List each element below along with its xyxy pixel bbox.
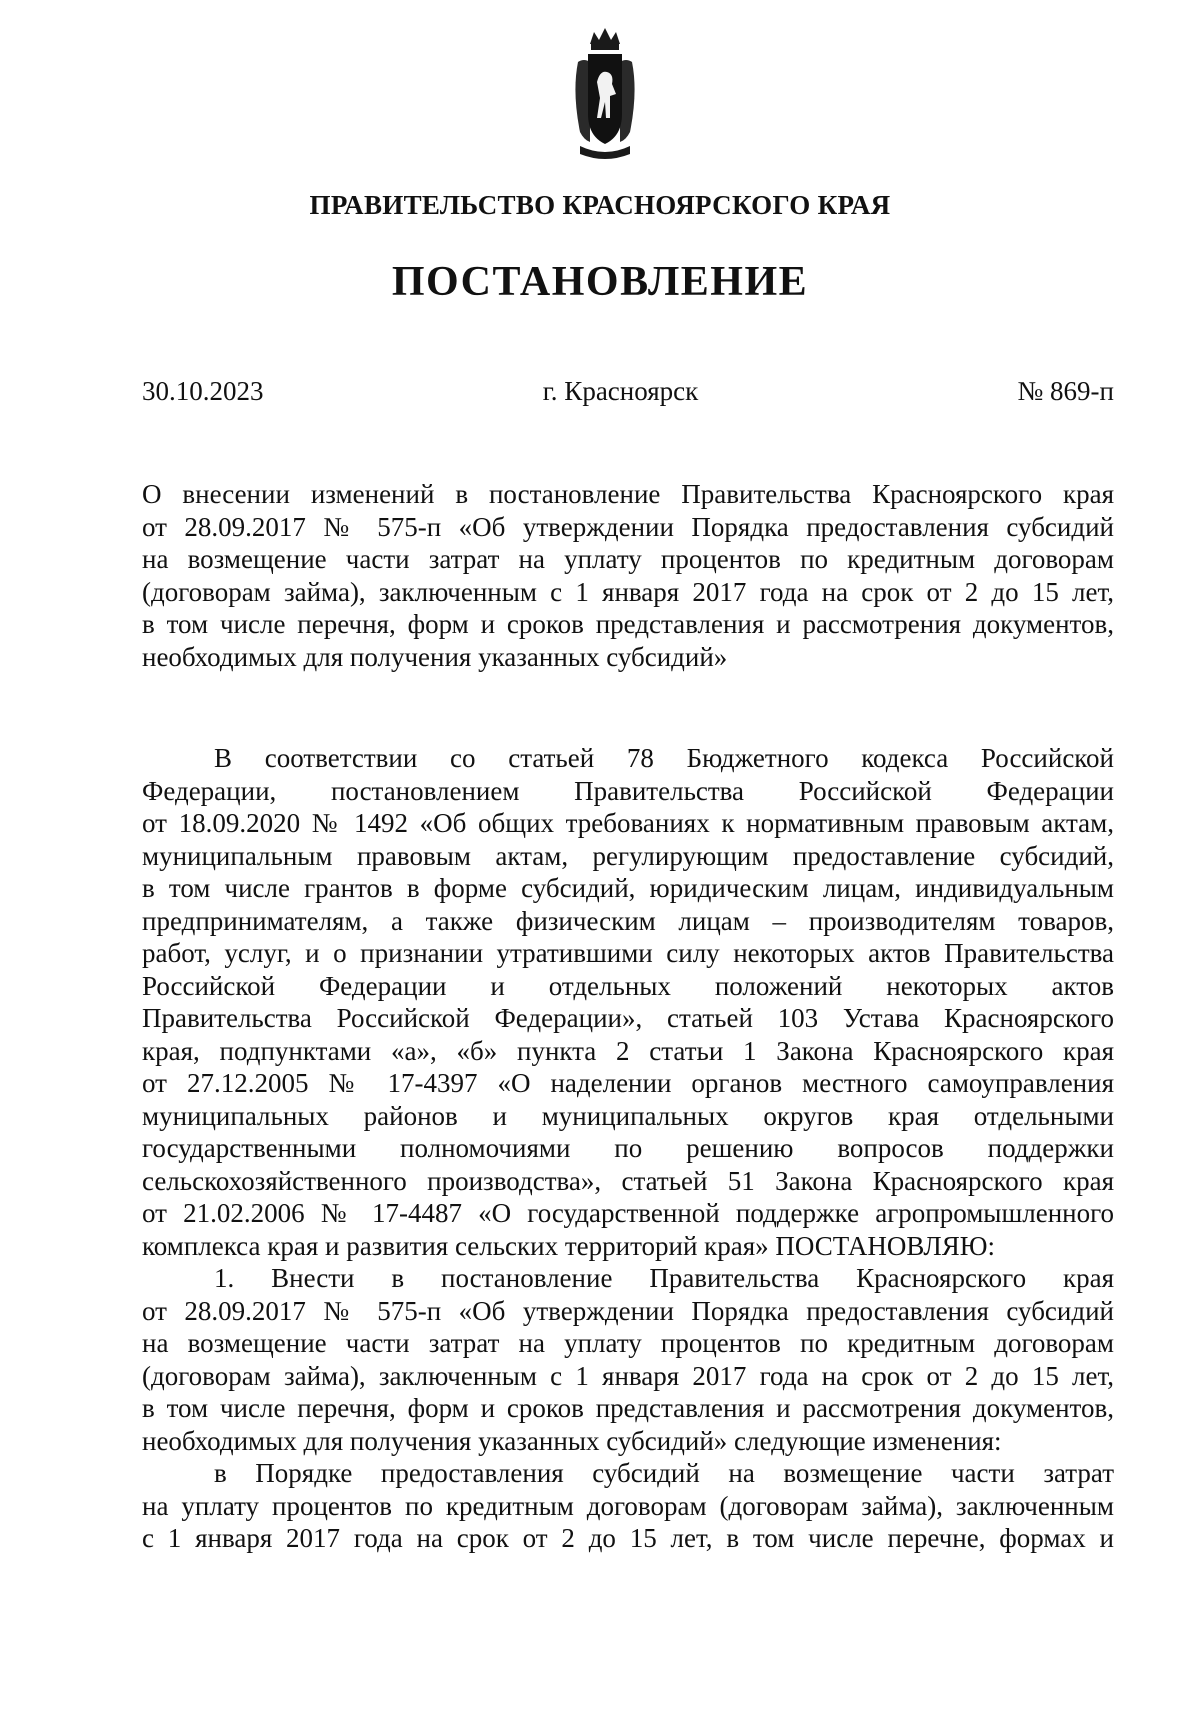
document-number: № 869-п	[1017, 376, 1114, 406]
title-line: на возмещение части затрат на уплату процентов по кредитным договорам	[142, 544, 1114, 574]
body-line: на возмещение части затрат на уплату процентов по кредитным договорам	[142, 1328, 1114, 1358]
body-line: предпринимателям, а также физическим лицам – производителям товаров,	[142, 905, 1114, 936]
body-line: Правительства Российской Федерации», статьей 103 Устава Красноярского	[142, 1003, 1114, 1033]
title-line: О внесении изменений в постановление Правительства Красноярского края	[142, 479, 1114, 509]
organization-name: ПРАВИТЕЛЬСТВО КРАСНОЯРСКОГО КРАЯ	[309, 190, 891, 220]
document-meta	[142, 376, 1114, 407]
body-line: работ, услуг, и о признании утратившими силу некоторых актов Правительства	[142, 938, 1114, 968]
body-line: комплекса края и развития сельских территорий края» ПОСТАНОВЛЯЮ:	[142, 1230, 995, 1261]
title-line: (договорам займа), заключенным с 1 января 2017 года на срок от 2 до 15 лет,	[142, 576, 1114, 607]
document-title	[142, 478, 1114, 673]
body-line: (договорам займа), заключенным с 1 января 2017 года на срок от 2 до 15 лет,	[142, 1360, 1114, 1391]
title-line: от 28.09.2017 № 575-п «Об утверждении Порядка предоставления субсидий	[142, 511, 1114, 542]
document-date: 30.10.2023	[142, 376, 264, 406]
body-line: муниципальных районов и муниципальных округов края отдельными	[142, 1100, 1114, 1131]
body-line: в том числе перечня, форм и сроков представления и рассмотрения документов,	[142, 1393, 1114, 1423]
body-line: в том числе грантов в форме субсидий, юридическим лицам, индивидуальным	[142, 873, 1114, 903]
body-line: от 28.09.2017 № 575-п «Об утверждении Порядка предоставления субсидий	[142, 1295, 1114, 1326]
document-place: г. Красноярск	[542, 376, 699, 406]
body-line: от 21.02.2006 № 17-4487 «О государственной поддержке агропромышленного	[142, 1198, 1114, 1228]
document-body	[142, 742, 1114, 1555]
body-line: в Порядке предоставления субсидий на возмещение части затрат	[214, 1458, 1114, 1488]
body-line: сельскохозяйственного производства», статьей 51 Закона Красноярского края	[142, 1165, 1114, 1196]
body-line: 1. Внести в постановление Правительства Красноярского края	[214, 1263, 1114, 1293]
body-line: государственными полномочиями по решению вопросов поддержки	[142, 1133, 1114, 1163]
body-line: от 18.09.2020 № 1492 «Об общих требованиях к нормативным правовым актам,	[142, 808, 1114, 838]
body-line: Федерации, постановлением Правительства Российской Федерации	[142, 775, 1114, 806]
body-line: с 1 января 2017 года на срок от 2 до 15 лет, в том числе перечне, формах и	[142, 1523, 1114, 1553]
body-line: края, подпунктами «а», «б» пункта 2 статьи 1 Закона Красноярского края	[142, 1035, 1114, 1066]
body-line: Российской Федерации и отдельных положений некоторых актов	[142, 970, 1114, 1001]
body-line: на уплату процентов по кредитным договорам (договорам займа), заключенным	[142, 1490, 1114, 1521]
body-line: от 27.12.2005 № 17-4397 «О наделении органов местного самоуправления	[142, 1068, 1114, 1098]
title-line: в том числе перечня, форм и сроков представления и рассмотрения документов,	[142, 609, 1114, 639]
title-line: необходимых для получения указанных субсидий»	[142, 641, 728, 672]
coat-of-arms-icon	[570, 22, 640, 162]
document-type: ПОСТАНОВЛЕНИЕ	[391, 259, 809, 305]
body-line: необходимых для получения указанных субсидий» следующие изменения:	[142, 1425, 1002, 1456]
body-line: В соответствии со статьей 78 Бюджетного кодекса Российской	[214, 743, 1114, 773]
body-line: муниципальным правовым актам, регулирующим предоставление субсидий,	[142, 840, 1114, 871]
